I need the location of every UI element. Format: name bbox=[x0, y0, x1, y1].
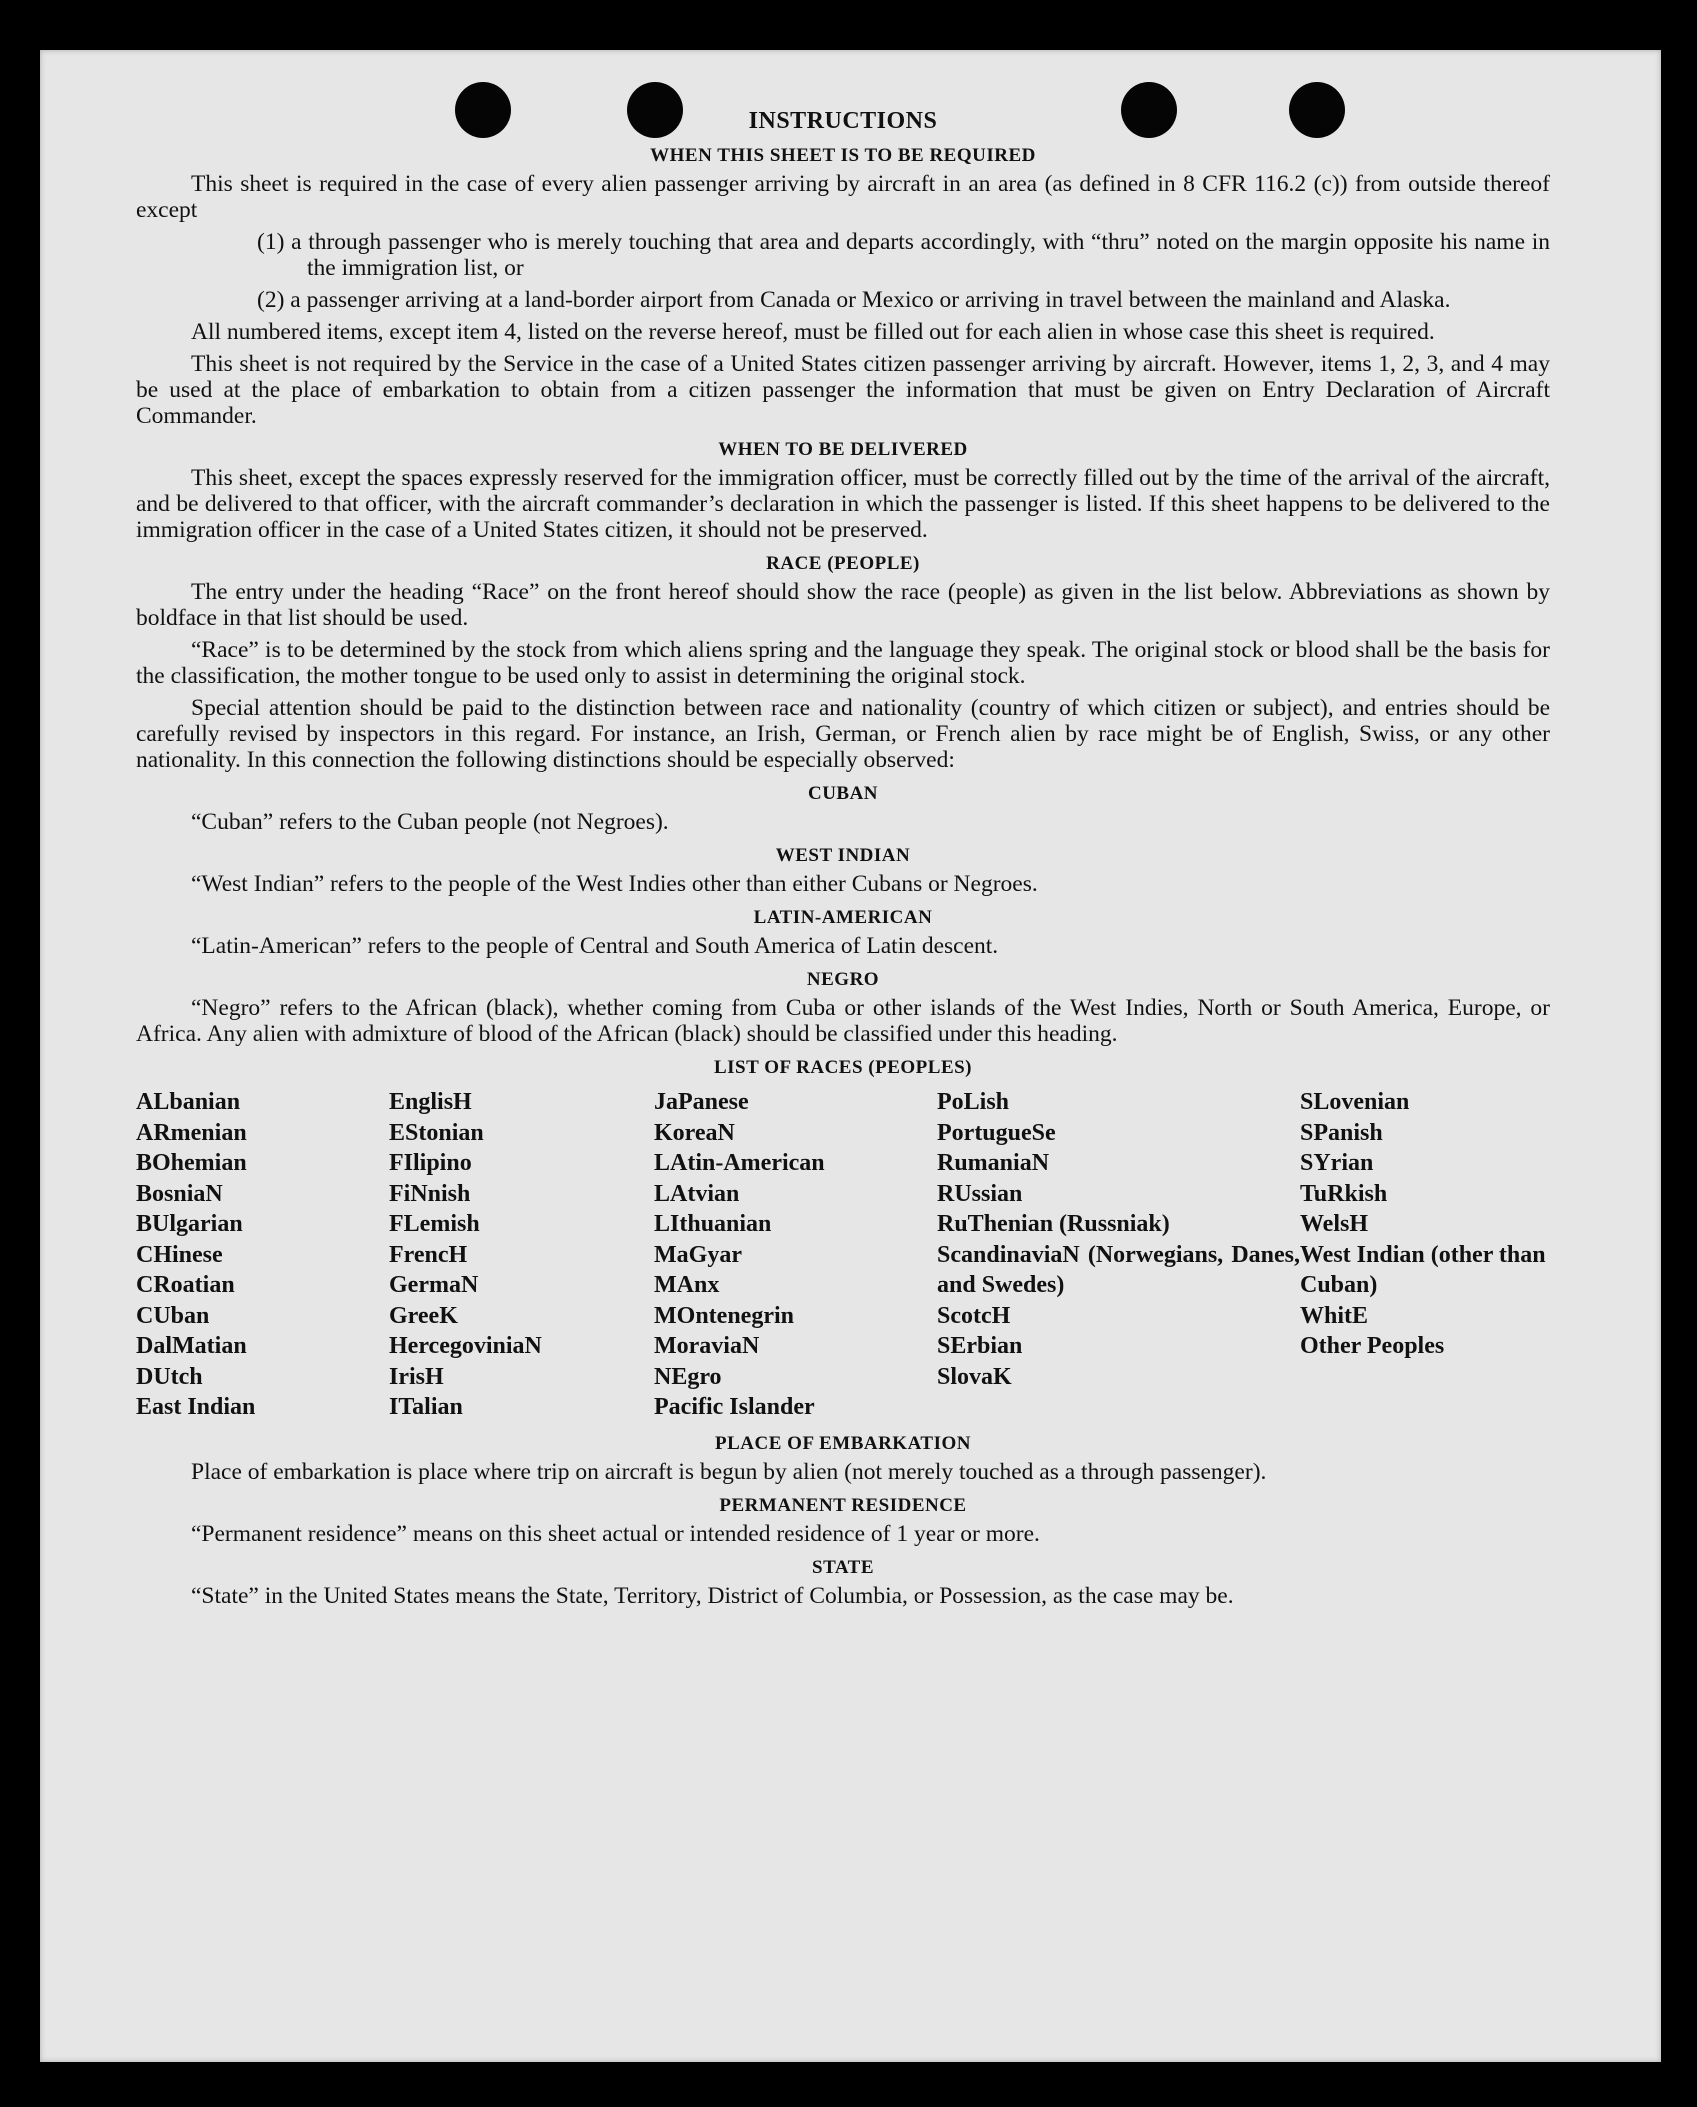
list-item: (2) a passenger arriving at a land-border airport from Canada or Mexico or arriving in travel between the mainland and Alaska. bbox=[257, 287, 1451, 313]
race-item: EnglisH bbox=[389, 1089, 472, 1115]
race-item: Pacific Islander bbox=[654, 1394, 815, 1420]
race-item: RuThenian (Russniak) bbox=[937, 1211, 1170, 1237]
paragraph: All numbered items, except item 4, listed on the reverse hereof, must be filled out for each alien in whose case this sheet is required. bbox=[191, 319, 1435, 345]
paragraph: The entry under the heading “Race” on the front hereof should show the race (people) as given in the list below. Abbreviations as shown by boldface in that list should be used. bbox=[136, 579, 1550, 631]
race-item: MoraviaN bbox=[654, 1333, 760, 1359]
paragraph: This sheet is required in the case of every alien passenger arriving by aircraft in an area (as defined in 8 CFR 116.2 (c)) from outside thereof except bbox=[136, 171, 1550, 223]
paragraph: “Latin-American” refers to the people of Central and South America of Latin descent. bbox=[191, 933, 999, 959]
section-heading: WHEN THIS SHEET IS TO BE REQUIRED bbox=[650, 145, 1036, 166]
paragraph: “Permanent residence” means on this sheet actual or intended residence of 1 year or more. bbox=[191, 1520, 1040, 1547]
race-item: HercegoviniaN bbox=[389, 1333, 542, 1359]
race-item: PoLish bbox=[937, 1089, 1010, 1115]
race-item: EStonian bbox=[389, 1119, 484, 1146]
section-heading: CUBAN bbox=[807, 783, 879, 804]
section-heading: WHEN TO BE DELIVERED bbox=[718, 439, 968, 460]
paragraph: Place of embarkation is place where trip on aircraft is begun by alien (not merely touched as a through passenger). bbox=[191, 1458, 1267, 1485]
section-heading: PLACE OF EMBARKATION bbox=[715, 1432, 971, 1454]
race-item: DUtch bbox=[136, 1363, 203, 1390]
section-heading: NEGRO bbox=[806, 969, 880, 990]
race-item: PortugueSe bbox=[937, 1119, 1056, 1146]
race-item: ARmenian bbox=[136, 1119, 247, 1146]
race-column bbox=[937, 1087, 1300, 1423]
section-heading: LATIN-AMERICAN bbox=[753, 907, 933, 928]
race-column bbox=[136, 1087, 389, 1423]
list-item: (1) a through passenger who is merely touching that area and departs accordingly, with “thru” noted on the margin opposite his name in the immigration list, or bbox=[257, 229, 1550, 281]
race-item: LAtin-American bbox=[654, 1150, 825, 1176]
race-item: BUlgarian bbox=[136, 1211, 243, 1237]
race-item: CRoatian bbox=[136, 1272, 235, 1298]
race-column bbox=[389, 1087, 654, 1423]
section-heading: LIST OF RACES (PEOPLES) bbox=[713, 1057, 973, 1078]
race-item: MAnx bbox=[654, 1272, 720, 1298]
race-item: JaPanese bbox=[654, 1089, 749, 1115]
section-heading: PERMANENT RESIDENCE bbox=[719, 1494, 967, 1516]
race-item: FiNnish bbox=[389, 1180, 471, 1207]
race-item: FIlipino bbox=[389, 1150, 472, 1176]
page-title: INSTRUCTIONS bbox=[748, 108, 938, 134]
race-item: MOntenegrin bbox=[654, 1302, 794, 1329]
race-item: BOhemian bbox=[136, 1150, 247, 1176]
race-item: NEgro bbox=[654, 1363, 722, 1390]
race-item: ITalian bbox=[389, 1394, 463, 1420]
race-item: ScotcH bbox=[937, 1302, 1011, 1329]
race-column bbox=[1300, 1087, 1550, 1423]
race-item: SYrian bbox=[1300, 1150, 1374, 1176]
paragraph: “Negro” refers to the African (black), whether coming from Cuba or other islands of the West Indies, North or South America, Europe, or Africa. Any alien with admixture of blood of the African (black) should be classified under this heading. bbox=[136, 995, 1550, 1047]
race-item: CHinese bbox=[136, 1241, 223, 1268]
race-item: SlovaK bbox=[937, 1363, 1012, 1390]
instructions-content bbox=[136, 108, 1550, 1615]
race-item: TuRkish bbox=[1300, 1180, 1388, 1207]
race-item: MaGyar bbox=[654, 1241, 742, 1268]
race-item: Other Peoples bbox=[1300, 1333, 1445, 1359]
race-item: CUban bbox=[136, 1302, 210, 1329]
race-item: IrisH bbox=[389, 1363, 444, 1390]
paragraph: This sheet is not required by the Service in the case of a United States citizen passenger arriving by aircraft. However, items 1, 2, 3, and 4 may be used at the place of embarkation to obtain from a citizen passenger the information that must be given on Entry Declaration of Aircraft Commander. bbox=[136, 351, 1550, 429]
section-heading: RACE (PEOPLE) bbox=[766, 553, 920, 574]
race-item: KoreaN bbox=[654, 1119, 735, 1146]
paragraph: Special attention should be paid to the distinction between race and nationality (country of which citizen or subject), and entries should be carefully revised by inspectors in this regard. For instance, an Irish, German, or French alien by race might be of English, Swiss, or any other nationality. In this connection the following distinctions should be especially observed: bbox=[136, 695, 1550, 773]
race-item: LAtvian bbox=[654, 1180, 740, 1207]
race-item: RumaniaN bbox=[937, 1150, 1050, 1176]
section-heading: STATE bbox=[812, 1556, 874, 1578]
paragraph: “Cuban” refers to the Cuban people (not Negroes). bbox=[191, 809, 669, 835]
race-item: BosniaN bbox=[136, 1180, 223, 1207]
race-item: ScandinaviaN (Norwegians, Danes, and Swedes) bbox=[937, 1241, 1300, 1298]
document-page bbox=[40, 50, 1661, 2062]
race-column bbox=[654, 1087, 937, 1423]
race-item: RUssian bbox=[937, 1180, 1023, 1207]
race-item: FrencH bbox=[389, 1241, 468, 1268]
race-item: West Indian (other than Cuban) bbox=[1300, 1241, 1546, 1298]
race-item: GreeK bbox=[389, 1302, 458, 1329]
section-heading: WEST INDIAN bbox=[775, 845, 911, 866]
paragraph: “Race” is to be determined by the stock from which aliens spring and the language they speak. The original stock or blood shall be the basis for the classification, the mother tongue to be used only to assist in determining the original stock. bbox=[136, 637, 1550, 689]
paragraph: “State” in the United States means the State, Territory, District of Columbia, or Possession, as the case may be. bbox=[191, 1582, 1234, 1609]
race-item: WelsH bbox=[1300, 1211, 1369, 1237]
race-item: SPanish bbox=[1300, 1119, 1383, 1146]
race-item: East Indian bbox=[136, 1394, 256, 1420]
race-item: SLovenian bbox=[1300, 1089, 1410, 1115]
race-item: LIthuanian bbox=[654, 1211, 772, 1237]
race-item: DalMatian bbox=[136, 1333, 247, 1359]
paragraph: This sheet, except the spaces expressly reserved for the immigration officer, must be correctly filled out by the time of the arrival of the aircraft, and be delivered to that officer, with the aircraft commander’s declaration in which the passenger is listed. If this sheet happens to be delivered to the immigration officer in the case of a United States citizen, it should not be preserved. bbox=[136, 465, 1550, 543]
race-item: GermaN bbox=[389, 1272, 479, 1298]
race-item: ALbanian bbox=[136, 1089, 241, 1115]
race-item: WhitE bbox=[1300, 1302, 1369, 1329]
race-list bbox=[136, 1087, 1550, 1423]
paragraph: “West Indian” refers to the people of the West Indies other than either Cubans or Negroes. bbox=[191, 871, 1038, 897]
race-item: SErbian bbox=[937, 1333, 1023, 1359]
race-item: FLemish bbox=[389, 1211, 480, 1237]
